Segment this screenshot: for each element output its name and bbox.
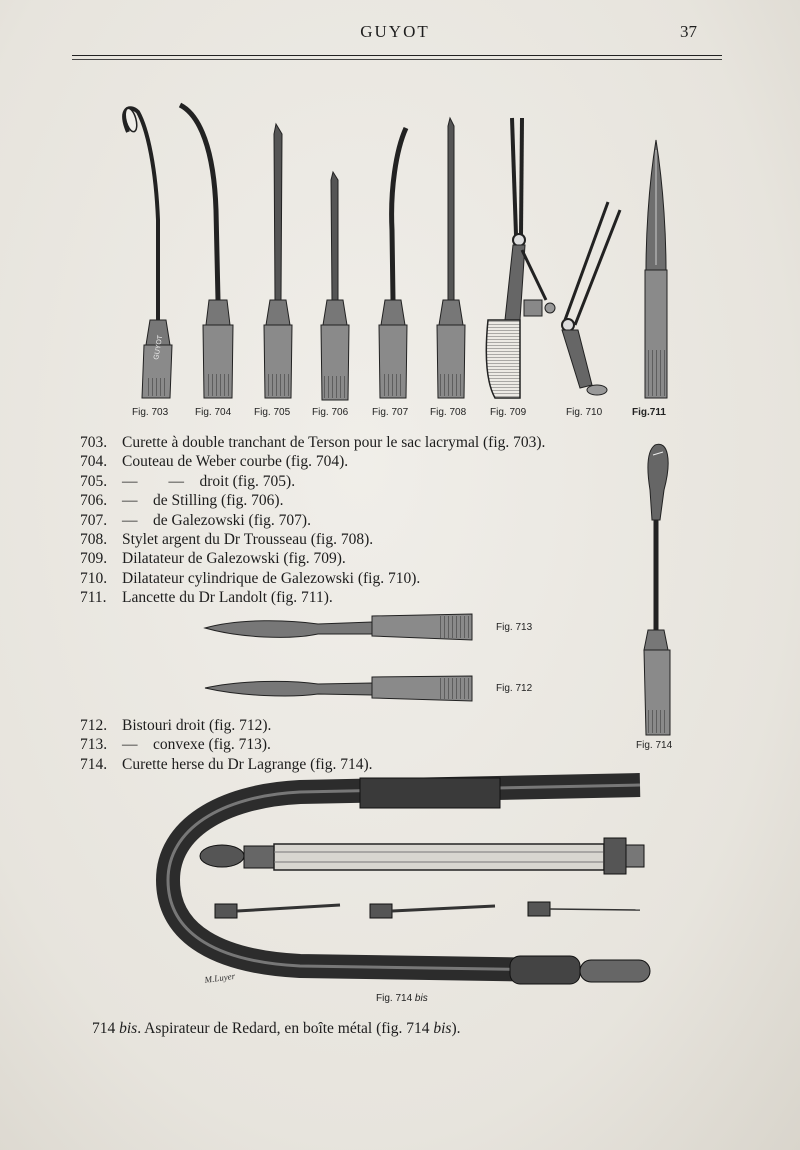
fig-714bis-aspirator-illustration [168, 778, 650, 984]
entry-714: 714. Curette herse du Dr Lagrange (fig. 714). [80, 755, 373, 773]
caption-fig-709: Fig. 709 [490, 407, 527, 418]
entry-list-b [80, 716, 373, 774]
caption-fig-710: Fig. 710 [566, 407, 603, 418]
entry-707: 707. — de Galezowski (fig. 707). [80, 511, 311, 529]
entry-704: 704. Couteau de Weber courbe (fig. 704). [80, 453, 349, 471]
caption-fig-712: Fig. 712 [496, 683, 533, 694]
fig-711-lancet-illustration [645, 140, 667, 398]
entry-706: 706. — de Stilling (fig. 706). [80, 492, 284, 510]
fig-708-stylet-illustration [437, 118, 465, 398]
fig-710-cylindrical-dilator-illustration [562, 202, 620, 395]
fig-713-convex-bistoury-illustration [205, 614, 472, 640]
entry-705: 705. — — droit (fig. 705). [80, 472, 296, 490]
entry-714bis: 714 bis. Aspirateur de Redard, en boîte métal (fig. 714 bis). [92, 1020, 461, 1037]
entry-708: 708. Stylet argent du Dr Trousseau (fig. 708). [80, 531, 374, 549]
fig-706-stilling-knife-illustration [321, 172, 349, 400]
caption-fig-714bis: Fig. 714 bis [376, 993, 428, 1004]
fig-714-curette-illustration [644, 444, 670, 735]
caption-fig-705: Fig. 705 [254, 407, 291, 418]
caption-fig-713: Fig. 713 [496, 622, 533, 633]
fig-703-curette-illustration [123, 107, 172, 398]
entry-703: 703. Curette à double tranchant de Terson pour le sac lacrymal (fig. 703). [80, 434, 546, 451]
caption-fig-711: Fig.711 [632, 407, 666, 418]
entry-711: 711. Lancette du Dr Landolt (fig. 711). [80, 589, 333, 607]
fig-705-straight-knife-illustration [264, 124, 292, 398]
caption-fig-704: Fig. 704 [195, 407, 232, 418]
caption-fig-714: Fig. 714 [636, 740, 673, 751]
caption-fig-703: Fig. 703 [132, 407, 169, 418]
entry-710: 710. Dilatateur cylindrique de Galezowski (fig. 710). [80, 569, 421, 587]
fig-707-galezowski-knife-illustration [379, 128, 407, 398]
caption-fig-706: Fig. 706 [312, 407, 349, 418]
fig-709-dilator-illustration [486, 118, 555, 398]
engraver-signature: M.Luyer [203, 970, 236, 985]
caption-fig-708: Fig. 708 [430, 407, 467, 418]
handle-brand: GUYOT [153, 334, 165, 361]
fig-704-weber-knife-illustration [180, 105, 233, 398]
entry-list-a [80, 433, 545, 608]
caption-fig-707: Fig. 707 [372, 407, 409, 418]
page-number: 37 [680, 22, 697, 41]
running-header: GUYOT [360, 22, 430, 41]
entry-713: 713. — convexe (fig. 713). [80, 736, 271, 754]
entry-712: 712. Bistouri droit (fig. 712). [80, 717, 272, 734]
fig-712-straight-bistoury-illustration [205, 676, 472, 701]
entry-709: 709. Dilatateur de Galezowski (fig. 709). [80, 550, 346, 568]
